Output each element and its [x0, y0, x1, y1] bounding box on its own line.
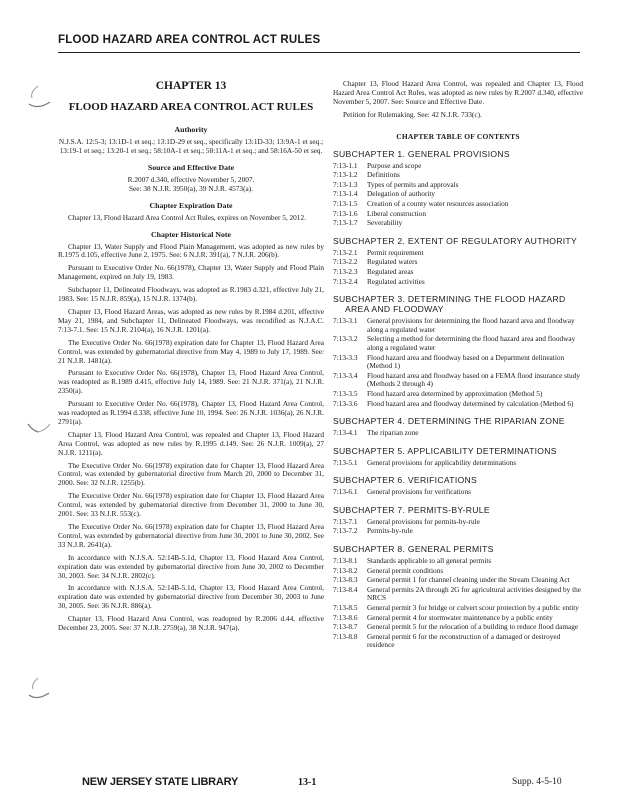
section-number: 7:13-7.1 — [333, 516, 358, 526]
section-title: Types of permits and approvals — [367, 179, 459, 189]
margin-binding-mark-icon — [24, 420, 54, 446]
toc-entry — [333, 162, 583, 171]
page-number: 13-1 — [298, 777, 317, 788]
table-of-contents — [333, 149, 583, 650]
section-title: Regulated activities — [367, 276, 425, 286]
section-number: 7:13-2.1 — [333, 247, 358, 257]
section-title: General permit 1 for channel cleaning under the Stream Cleaning Act — [367, 575, 570, 585]
toc-entry — [333, 633, 583, 650]
history-paragraph: Pursuant to Executive Order No. 66(1978), Chapter 13, Flood Hazard Area Control, was readopted as R.1989 d.415, effective July 14, 1989. See: 21 N.J.R. 371(a), 21 N.J.R. 2350(a). — [58, 368, 324, 396]
section-title: General permits 2A through 2G for agricultural activities designed by the NRCS — [367, 584, 581, 603]
left-column — [58, 80, 324, 637]
toc-entry — [333, 567, 583, 576]
authority-text: N.J.S.A. 12:5-3; 13:1D-1 et seq.; 13:1D-29 et seq., specifically 13:1D-33; 13:9A-1 et seq.; 13:19-1 et seq.; 13:20-1 et seq.; 58:10A-1 et seq.; 58:11A-1 et seq.; and 58:16A-50 et seq. — [58, 137, 324, 155]
subchapter-heading: SUBCHAPTER 8. GENERAL PERMITS — [333, 544, 494, 555]
section-title: Regulated waters — [367, 257, 418, 267]
section-title: General provisions for determining the flood hazard area and floodway along a regulated water — [367, 316, 575, 334]
section-number: 7:13-2.3 — [333, 266, 358, 276]
section-number: 7:13-8.3 — [333, 575, 358, 585]
section-title: Delegation of authority — [367, 189, 436, 199]
section-number: 7:13-1.4 — [333, 189, 358, 199]
section-number: 7:13-3.3 — [333, 352, 358, 362]
history-paragraph: The Executive Order No. 66(1978) expiration date for Chapter 13, Flood Hazard Area Control, was extended by gubernatorial directive from May 4, 1989 to July 17, 1989. See: 21 N.J.R. 1481(a). — [58, 337, 324, 365]
source-line: See: 38 N.J.R. 3950(a), 39 N.J.R. 4573(a). — [128, 183, 254, 193]
toc-entry — [333, 623, 583, 632]
section-number: 7:13-2.4 — [333, 276, 358, 286]
supplement-date: Supp. 4-5-10 — [512, 777, 562, 787]
toc-entry — [333, 200, 583, 209]
section-title: General provisions for permits-by-rule — [367, 516, 480, 526]
section-title: General permit 3 for bridge or culvert scour protection by a public entity — [367, 603, 579, 613]
chapter-title: FLOOD HAZARD AREA CONTROL ACT RULES — [68, 101, 314, 113]
toc-title: CHAPTER TABLE OF CONTENTS — [396, 131, 520, 141]
toc-entry — [333, 614, 583, 623]
toc-entry — [333, 400, 583, 409]
library-stamp: NEW JERSEY STATE LIBRARY — [82, 776, 239, 788]
section-number: 7:13-4.1 — [333, 428, 358, 438]
section-title: General permit 5 for the relocation of a building to reduce flood damage — [367, 622, 579, 632]
section-number: 7:13-1.7 — [333, 218, 358, 228]
toc-entry — [333, 390, 583, 399]
subchapter-heading: SUBCHAPTER 7. PERMITS-BY-RULE — [333, 504, 490, 515]
section-title: Creation of a county water resources association — [367, 199, 509, 208]
toc-entry — [333, 604, 583, 613]
section-number: 7:13-1.3 — [333, 179, 358, 189]
section-number: 7:13-1.6 — [333, 208, 358, 218]
repeal-note: Chapter 13, Flood Hazard Area Control, was repealed and Chapter 13, Flood Hazard Area Control Act Rules, was adopted as new rules by R.2007 d.340, effective November 5, 2007. See: Source and Effective Date. — [333, 79, 583, 106]
section-number: 7:13-8.2 — [333, 565, 358, 575]
history-paragraph: The Executive Order No. 66(1978) expiration date for Chapter 13, Flood Hazard Area Control, was extended by gubernatorial directive from June 30, 2001 to June 30, 2002. See 33 N.J.R. 2641(a). — [58, 522, 324, 549]
history-paragraph: The Executive Order No. 66(1978) expiration date for Chapter 13, Flood Hazard Area Control, was extended by gubernatorial directive from December 31, 2000 to June 30, 2001. See: 33 N.J.R. 553(c). — [58, 491, 324, 519]
section-title: The riparian zone — [367, 428, 419, 438]
subchapter-heading: SUBCHAPTER 5. APPLICABILITY DETERMINATIONS — [333, 445, 557, 456]
toc-entry — [333, 527, 583, 536]
history-paragraph: Chapter 13, Water Supply and Flood Plain Management, was adopted as new rules by R.1975 d.105, effective June 2, 1975. See: 6 N.J.R. 391(a), 7 N.J.R. 206(b). — [58, 241, 324, 260]
history-heading: Chapter Historical Note — [151, 229, 231, 239]
section-title: Standards applicable to all general permits — [367, 556, 492, 566]
running-head: FLOOD HAZARD AREA CONTROL ACT RULES — [58, 34, 321, 46]
authority-heading: Authority — [174, 125, 208, 134]
subchapter-heading: SUBCHAPTER 4. DETERMINING THE RIPARIAN ZONE — [333, 416, 565, 427]
section-number: 7:13-5.1 — [333, 457, 358, 467]
section-number: 7:13-3.1 — [333, 316, 358, 326]
section-title: Flood hazard area and floodway determined by calculation (Method 6) — [367, 398, 574, 408]
history-paragraph: Pursuant to Executive Order No. 66(1978), Chapter 13, Water Supply and Flood Plain Management, expired on July 19, 1983. — [58, 263, 324, 282]
expiration-heading: Chapter Expiration Date — [149, 200, 233, 210]
toc-entry — [333, 249, 583, 258]
section-number: 7:13-3.6 — [333, 398, 358, 408]
section-number: 7:13-8.5 — [333, 603, 358, 613]
section-number: 7:13-8.1 — [333, 556, 358, 566]
toc-entry — [333, 557, 583, 566]
subchapter-heading: SUBCHAPTER 3. DETERMINING THE FLOOD HAZARD AREA AND FLOODWAY — [333, 294, 566, 315]
toc-entry — [333, 459, 583, 468]
toc-entry — [333, 278, 583, 287]
toc-entry — [333, 268, 583, 277]
section-title: Severability — [367, 218, 403, 228]
source-line: R.2007 d.340, effective November 5, 2007. — [127, 174, 255, 184]
history-paragraph: Chapter 13, Flood Hazard Area Control, was readopted by R.2006 d.44, effective December 23, 2005. See: 37 N.J.R. 2759(a), 38 N.J.R. 947(a). — [58, 614, 324, 633]
history-paragraph: The Executive Order No. 66(1978) expiration date for Chapter 13, Flood Hazard Area Control, was extended by gubernatorial directive from March 20, 2000 to December 31, 2000. See: 32 N.J.R. 1255(b). — [58, 460, 324, 488]
section-title: Permit requirement — [367, 247, 424, 257]
history-paragraph: In accordance with N.J.S.A. 52:14B-5.1d, Chapter 13, Flood Hazard Area Control, expiration date was extended by gubernatorial directive from June 30, 2002 to December 30, 2003. See: 34 N.J.R. 2802(c). — [58, 552, 324, 580]
section-title: Liberal construction — [367, 208, 426, 218]
margin-binding-mark-icon — [24, 676, 54, 702]
section-number: 7:13-2.2 — [333, 257, 358, 267]
section-title: General permit 6 for the reconstruction of a damaged or destroyed residence — [367, 631, 561, 650]
section-number: 7:13-8.4 — [333, 584, 358, 594]
section-number: 7:13-3.2 — [333, 334, 358, 344]
toc-entry — [333, 181, 583, 190]
section-title: Regulated areas — [367, 266, 414, 276]
section-number: 7:13-6.1 — [333, 487, 358, 497]
section-number: 7:13-3.5 — [333, 388, 358, 398]
toc-entry — [333, 258, 583, 267]
subchapter-heading: SUBCHAPTER 1. GENERAL PROVISIONS — [333, 148, 510, 159]
history-paragraph: Subchapter 11, Delineated Floodways, was adopted as R.1983 d.321, effective July 21, 1983. See: 15 N.J.R. 859(a), 15 N.J.R. 1374(b). — [58, 285, 324, 304]
section-number: 7:13-7.2 — [333, 526, 358, 536]
toc-entry — [333, 518, 583, 527]
subchapter-heading: SUBCHAPTER 2. EXTENT OF REGULATORY AUTHORITY — [333, 235, 578, 246]
toc-entry — [333, 429, 583, 438]
section-title: General permit 4 for stormwater maintenance by a public entity — [367, 612, 553, 622]
section-title: Flood hazard area and floodway based on a FEMA flood insurance study (Methods 2 through 4) — [367, 370, 580, 389]
toc-entry — [333, 488, 583, 497]
margin-binding-mark-icon — [24, 84, 54, 110]
toc-entry — [333, 171, 583, 180]
section-title: General permit conditions — [367, 565, 444, 575]
history-paragraph: Chapter 13, Flood Hazard Area Control, was repealed and Chapter 13, Flood Hazard Area Control, was adopted as new rules by R.1995 d.149. See: 26 N.J.R. 1009(a), 27 N.J.R. 1211(a). — [58, 429, 324, 457]
history-paragraph: Pursuant to Executive Order No. 66(1978), Chapter 13, Flood Hazard Area Control, was readopted as R.1994 d.338, effective June 10, 1994. See: 26 N.J.R. 1036(a), 26 N.J.R. 2791(a). — [58, 399, 324, 426]
right-column — [333, 80, 583, 651]
expiration-text: Chapter 13, Flood Hazard Area Control Act Rules, expires on November 5, 2012. — [68, 212, 306, 222]
section-number: 7:13-1.5 — [333, 199, 358, 208]
section-number: 7:13-8.6 — [333, 612, 358, 622]
toc-entry — [333, 219, 583, 228]
toc-entry — [333, 335, 583, 352]
section-title: Purpose and scope — [367, 160, 422, 170]
history-paragraph: Chapter 13, Flood Hazard Areas, was adopted as new rules by R.1984 d.201, effective May 21, 1984, and Subchapter 11, Delineated Floodways, was recodified as N.J.A.C. 7:13-7.1. See: 15 N.J.R. 2104(a), 16 N.J.R. 1201(a). — [58, 306, 324, 334]
section-number: 7:13-3.4 — [333, 370, 358, 380]
history-paragraph: In accordance with N.J.S.A. 52:14B-5.1d, Chapter 13, Flood Hazard Area Control, expiration date was extended by gubernatorial directive from December 30, 2003 to June 30, 2005. See: 36 N.J.R. 886(a). — [58, 583, 324, 611]
toc-entry — [333, 210, 583, 219]
toc-entry — [333, 190, 583, 199]
toc-entry — [333, 354, 583, 371]
section-title: General provisions for applicability determinations — [367, 457, 517, 467]
section-title: General provisions for verifications — [367, 487, 471, 497]
chapter-number: CHAPTER 13 — [155, 80, 227, 92]
toc-entry — [333, 317, 583, 334]
toc-entry — [333, 586, 583, 603]
section-title: Selecting a method for determining the flood hazard area and floodway along a regulated water — [367, 334, 576, 352]
subchapter-heading: SUBCHAPTER 6. VERIFICATIONS — [333, 475, 478, 486]
section-title: Definitions — [367, 170, 400, 180]
section-number: 7:13-1.2 — [333, 170, 358, 180]
section-number: 7:13-8.7 — [333, 622, 358, 632]
source-heading: Source and Effective Date — [147, 162, 235, 172]
petition-note: Petition for Rulemaking. See: 42 N.J.R. 733(c). — [343, 109, 482, 119]
section-number: 7:13-8.8 — [333, 631, 358, 641]
toc-entry — [333, 372, 583, 389]
header-rule — [58, 52, 580, 53]
section-number: 7:13-1.1 — [333, 160, 358, 170]
section-title: Permits-by-rule — [367, 526, 413, 536]
section-title: Flood hazard area and floodway based on a Department delineation (Method 1) — [367, 352, 565, 371]
section-title: Flood hazard area determined by approximation (Method 5) — [367, 388, 543, 398]
toc-entry — [333, 576, 583, 585]
